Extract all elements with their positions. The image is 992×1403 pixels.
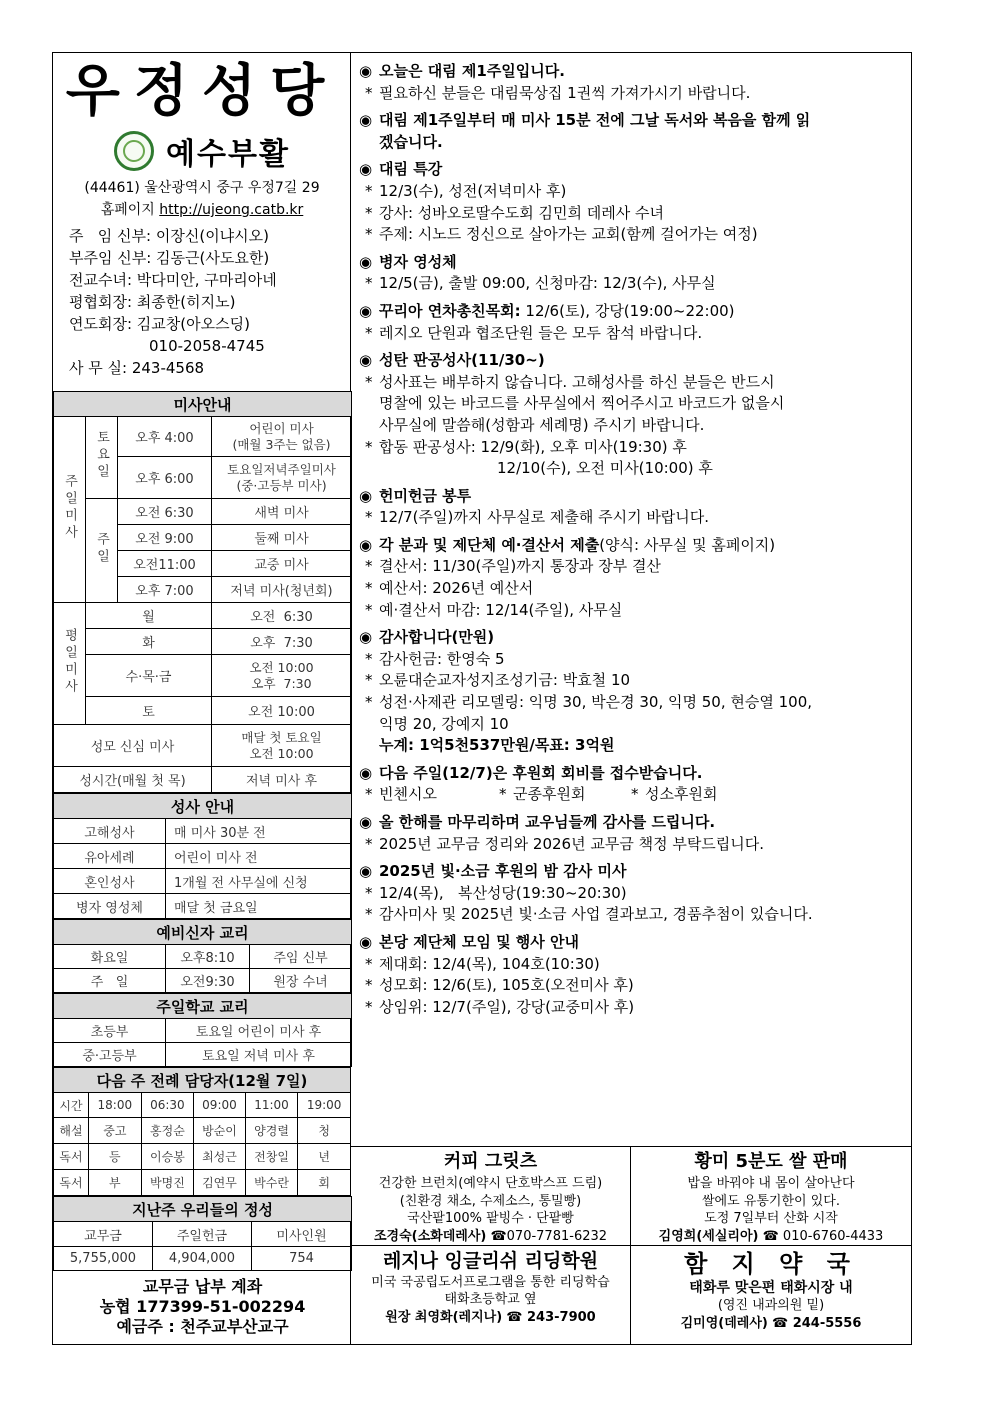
duty-cell: 해설 [54,1118,89,1144]
duty-cell: 전창일 [245,1144,298,1170]
weekday-time: 오후 7:30 [212,629,352,655]
duty-cell: 박수란 [245,1170,298,1196]
notice-title: 대림 특강 [379,160,443,179]
duty-header: 06:30 [141,1093,194,1118]
notice-title: 올 한해를 마무리하며 교우님들께 감사를 드립니다. [379,813,716,831]
mass-time: 오후 4:00 [118,417,212,457]
ad-rice: 황미 5분도 쌀 판매 밥을 바꿔야 내 몸이 살아난다 쌀에도 유통기한이 있다. 도정 7일부터 산화 시작 김영희(세실리아) ☎ 010-6760-4433 [631,1147,911,1246]
notice-item: * 성모회: 12/6(토), 105호(오전미사 후) [365,976,634,995]
duty-header: 19:00 [298,1093,351,1118]
notice-item: * 감사미사 및 2025년 빛·소금 사업 결과보고, 경품추첨이 있습니다. [365,905,813,924]
schedule-tables [53,391,352,1337]
class-time: 오후8:10 [166,945,250,969]
duty-cell: 중고 [89,1118,142,1144]
notice-title: 대림 제1주일부터 매 미사 15분 전에 그날 독서와 복음을 함께 읽 [379,111,811,130]
notice-item: * 빈첸시오 * 군종후원회 * 성소후원회 [365,785,718,804]
school-group: 중·고등부 [54,1043,166,1067]
notice-item: * 예산서: 2026년 예산서 [365,579,534,598]
school-when: 토요일 저녁 미사 후 [166,1043,352,1067]
class-time: 오전9:30 [166,969,250,993]
liturgy-duty-title: 다음 주 전례 담당자(12월 7일) [54,1068,351,1093]
notice-item: * 12/4(목), 복산성당(19:30~20:30) [365,883,627,902]
duty-cell: 년 [298,1144,351,1170]
offering-value: 4,904,000 [153,1247,252,1271]
notice-section: ◉ 대림 제1주일부터 매 미사 15분 전에 그날 독서와 복음을 함께 읽 겠습니다. [359,110,901,153]
notices-list [359,61,901,1024]
sacrament-label: 혼인성사 [54,869,166,894]
section-bullet-icon: ◉ [359,351,373,370]
notice-item: * 합동 판공성사: 12/9(화), 오후 미사(19:30) 후 12/10(수), 오전 미사(10:00) 후 [365,437,713,478]
sacrament-value: 매 미사 30분 전 [166,819,352,844]
homepage [53,199,351,219]
phone-icon: ☎070-7781-6232 [490,1228,608,1244]
duty-cell: 청 [298,1118,351,1144]
notice-title: 감사합니다(만원) [379,628,495,647]
notice-item: * 필요하신 분들은 대림묵상집 1권씩 가져가시기 바랍니다. [365,83,751,102]
ad-title: 함 지 약 국 [684,1249,858,1278]
notice-section [359,627,901,757]
offering-header: 주일헌금 [153,1222,252,1247]
section-bullet-icon: ◉ [359,111,373,130]
duty-header: 18:00 [89,1093,142,1118]
class-day: 화요일 [54,945,166,969]
duty-cell: 이승봉 [141,1144,194,1170]
school-group: 초등부 [54,1019,166,1043]
notice-item: * 12/5(금), 출발 09:00, 신청마감: 12/3(수), 사무실 [365,274,716,293]
notice-item: * 성사표는 배부하지 않습니다. 고해성사를 하신 분들은 반드시 명찰에 있는 바코드를 사무실에서 찍어주시고 바코드가 없을시 사무실에 말씀해(성함과 세례명) 주시기 바랍니다. [365,372,785,434]
weekday-mass-label: 평일미사 [62,627,77,696]
sacrament-label: 병자 영성체 [54,894,166,919]
notice-item: * 제대회: 12/4(목), 104호(10:30) [365,954,600,973]
duty-cell: 독서 [54,1170,89,1196]
offerings-table [53,1196,352,1271]
notice-title: 오늘은 대림 제1주일입니다. [379,62,565,80]
class-teacher: 주임 신부 [250,945,352,969]
motto-row [53,129,351,173]
ad-title: 커피 그릿츠 [443,1151,538,1172]
notice-section: ◉ 각 분과 및 제단체 예·결산서 제출(양식: 사무실 및 홈페이지) * 결산서: 11/30(주일)까지 통장과 장부 결산 * 예산서: 2026년 예산서 * 예·결산서 마감: 12/14(주일), 사무실 [359,535,901,621]
notice-item: * 주제: 시노드 정신으로 살아가는 교회(함께 걸어가는 여정) [365,225,758,244]
duty-cell: 방순이 [194,1118,246,1144]
ad-title: 황미 5분도 쌀 판매 [694,1151,848,1172]
liturgy-duty-table [53,1067,351,1196]
mass-guide-table [53,391,352,793]
weekday-time: 오전 10:00 오후 7:30 [212,655,352,697]
notice-section [359,350,901,480]
mass-desc: 새벽 미사 [212,499,352,525]
mass-desc: 저녁 미사(청년회) [212,577,352,603]
duty-cell: 최성근 [194,1144,246,1170]
notice-section [359,159,901,245]
duty-cell: 등 [89,1144,142,1170]
mass-time: 오후 6:00 [118,457,212,499]
duty-cell: 회 [298,1170,351,1196]
notice-section [359,61,901,104]
donation-total: 누계: 1억5천537만원/목표: 3억원 [379,736,615,755]
staff-row: 사 무 실: 243-4568 [69,359,205,377]
weekday: 토 [86,697,212,725]
bank-holder: 예금주 : 천주교부산교구 [116,1317,289,1336]
offering-header: 미사인원 [252,1222,352,1247]
duty-header: 09:00 [194,1093,246,1118]
notice-item: * 성전·사제관 리모델링: 익명 30, 박은경 30, 익명 50, 현승열 100, 익명 20, 강예지 10 누계: 1억5천537만원/목표: 3억원 [365,693,813,755]
staff-row: 연도회장: 김교창(아오스딩) [69,315,250,333]
bank-title: 교무금 납부 계좌 [142,1277,263,1296]
mass-time: 오전 6:30 [118,499,212,525]
weekday: 월 [86,603,212,629]
duty-header: 11:00 [245,1093,298,1118]
mass-desc: 어린이 미사 (매월 3주는 없음) [212,417,352,457]
parish-logo-icon [114,131,154,171]
notice-section: ◉ 꾸리아 연차총친목회: 12/6(토), 강당(19:00~22:00) * 레지오 단원과 협조단원 들은 모두 참석 바랍니다. [359,301,901,344]
notice-item: * 강사: 성바오로딸수도회 김민희 데레사 수녀 [365,203,664,222]
duty-header: 시간 [54,1093,89,1118]
homepage-link[interactable]: http://ujeong.catb.kr [159,202,304,218]
motto: 예수부활 [166,137,290,172]
sacrament-label: 고해성사 [54,819,166,844]
bank-account: 농협 177399-51-002294 [99,1297,306,1316]
section-bullet-icon: ◉ [359,486,373,505]
class-teacher: 원장 수녀 [250,969,352,993]
bulletin-page [52,52,912,1345]
offering-value: 754 [252,1247,352,1271]
sunday-label: 주일 [94,531,109,566]
notice-title: 꾸리아 연차총친목회: [379,301,521,320]
notice-section [359,861,901,926]
duty-cell: 양경렬 [245,1118,298,1144]
section-bullet-icon: ◉ [359,628,373,647]
notice-title: 성탄 판공성사(11/30~) [379,351,545,370]
offering-value: 5,755,000 [54,1247,153,1271]
weekday: 화 [86,629,212,655]
holy-hour-label: 성시간(매월 첫 목) [54,767,212,793]
mass-time: 오전11:00 [118,551,212,577]
church-name: 우정성당 [65,59,339,124]
sacraments-table [53,793,352,919]
notices-column [351,53,911,1146]
notice-section [359,486,901,529]
sacrament-value: 1개월 전 사무실에 신청 [166,869,352,894]
sacraments-title: 성사 안내 [54,794,352,819]
notice-title: 헌미헌금 봉투 [379,486,472,505]
phone-icon: ☎ 243-7900 [506,1309,596,1325]
mass-desc: 토요일저녁주일미사 (중·고등부 미사) [212,457,352,499]
notice-title: 다음 주일(12/7)은 후원회 회비를 접수받습니다. [379,763,703,782]
notice-item: * 12/7(주일)까지 사무실로 제출해 주시기 바랍니다. [365,508,710,527]
school-when: 토요일 어린이 미사 후 [166,1019,352,1043]
marian-mass-label: 성모 신심 미사 [54,725,212,767]
sunday-mass-label: 주일미사 [62,473,77,542]
duty-cell: 독서 [54,1144,89,1170]
notice-section [359,932,901,1018]
section-bullet-icon: ◉ [359,535,373,554]
notice-title: 2025년 빛·소금 후원의 밤 감사 미사 [379,862,627,881]
section-bullet-icon: ◉ [359,160,373,179]
staff-row: 전교수녀: 박다미안, 구마리아네 [69,271,277,289]
notice-title: 본당 제단체 모임 및 행사 안내 [379,932,579,951]
homepage-label: 홈페이지 [100,202,155,218]
weekday: 수·목·금 [86,655,212,697]
staff-row: 010-2058-4745 [149,337,265,355]
sunday-school-table [53,993,352,1067]
notice-item: * 12/3(수), 성전(저녁미사 후) [365,181,567,200]
sacrament-label: 유아세례 [54,844,166,869]
notice-item: * 감사헌금: 한영숙 5 [365,649,505,668]
phone-icon: ☎ 244-5556 [771,1315,862,1331]
section-bullet-icon: ◉ [359,252,373,271]
mass-desc: 둘째 미사 [212,525,352,551]
ad-pharmacy: 함 지 약 국 태화루 맞은편 태화시장 내 (영진 내과의원 밑) 김미영(데레사) ☎ 244-5556 [631,1246,911,1345]
mass-guide-title: 미사안내 [54,392,352,417]
sacrament-value: 어린이 미사 전 [166,844,352,869]
notice-title: 병자 영성체 [379,252,457,271]
staff-row: 평협회장: 최종한(히지노) [69,293,236,311]
notice-item: * 예·결산서 마감: 12/14(주일), 사무실 [365,600,623,619]
duty-cell: 홍정순 [141,1118,194,1144]
left-column [53,53,351,1344]
section-bullet-icon: ◉ [359,932,373,951]
section-bullet-icon: ◉ [359,862,373,881]
ads-grid [351,1146,911,1344]
mass-desc: 교중 미사 [212,551,352,577]
notice-section [359,252,901,295]
ad-title: 레지나 잉글리쉬 리딩학원 [382,1249,599,1272]
duty-cell: 김연무 [194,1170,246,1196]
staff-row: 주 임 신부: 이장신(이냐시오) [69,227,270,245]
section-bullet-icon: ◉ [359,301,373,320]
mass-time: 오후 7:00 [118,577,212,603]
weekday-time: 오전 10:00 [212,697,352,725]
section-bullet-icon: ◉ [359,62,373,80]
ad-academy: 레지나 잉글리쉬 리딩학원 미국 국공립도서프로그램을 통한 리딩학습 태화초등학교 옆 원장 최영화(레지나) ☎ 243-7900 [351,1246,631,1345]
address: (44461) 울산광역시 중구 우정7길 29 [84,180,320,196]
section-bullet-icon: ◉ [359,813,373,831]
marian-mass-when: 매달 첫 토요일 오전 10:00 [212,725,352,767]
offerings-title: 지난주 우리들의 정성 [54,1197,352,1222]
sunday-school-title: 주일학교 교리 [54,994,352,1019]
notice-item: * 2025년 교무금 정리와 2026년 교무금 책정 부탁드립니다. [365,834,765,853]
staff-list [69,225,277,379]
holy-hour-when: 저녁 미사 후 [212,767,352,793]
saturday-label: 토요일 [94,430,109,481]
bank-account-box [53,1271,352,1337]
phone-icon: ☎ 010-6760-4433 [762,1228,884,1244]
section-bullet-icon: ◉ [359,763,373,782]
notice-item: * 결산서: 11/30(주일)까지 통장과 장부 결산 [365,557,661,576]
class-day: 주 일 [54,969,166,993]
catechumen-table [53,919,352,993]
catechumen-title: 예비신자 교리 [54,920,352,945]
notice-item: * 오륜대순교자성지조성기금: 박효철 10 [365,671,631,690]
notice-section [359,812,901,855]
sacrament-value: 매달 첫 금요일 [166,894,352,919]
notice-item: * 레지오 단원과 협조단원 들은 모두 참석 바랍니다. [365,323,703,342]
ad-coffee: 커피 그릿츠 건강한 브런치(예약시 단호박스프 드림) (친환경 채소, 수제소스, 통밀빵) 국산팥100% 팥빙수 · 단팥빵 조경숙(소화데레사) ☎070-7781-6232 [351,1147,631,1246]
offering-header: 교무금 [54,1222,153,1247]
staff-row: 부주임 신부: 김동근(사도요한) [69,249,270,267]
notice-item: * 상임위: 12/7(주일), 강당(교중미사 후) [365,997,635,1016]
notice-title: 각 분과 및 제단체 예·결산서 제출 [379,535,600,554]
mass-time: 오전 9:00 [118,525,212,551]
duty-cell: 박명진 [141,1170,194,1196]
duty-cell: 부 [89,1170,142,1196]
weekday-time: 오전 6:30 [212,603,352,629]
notice-section [359,763,901,806]
